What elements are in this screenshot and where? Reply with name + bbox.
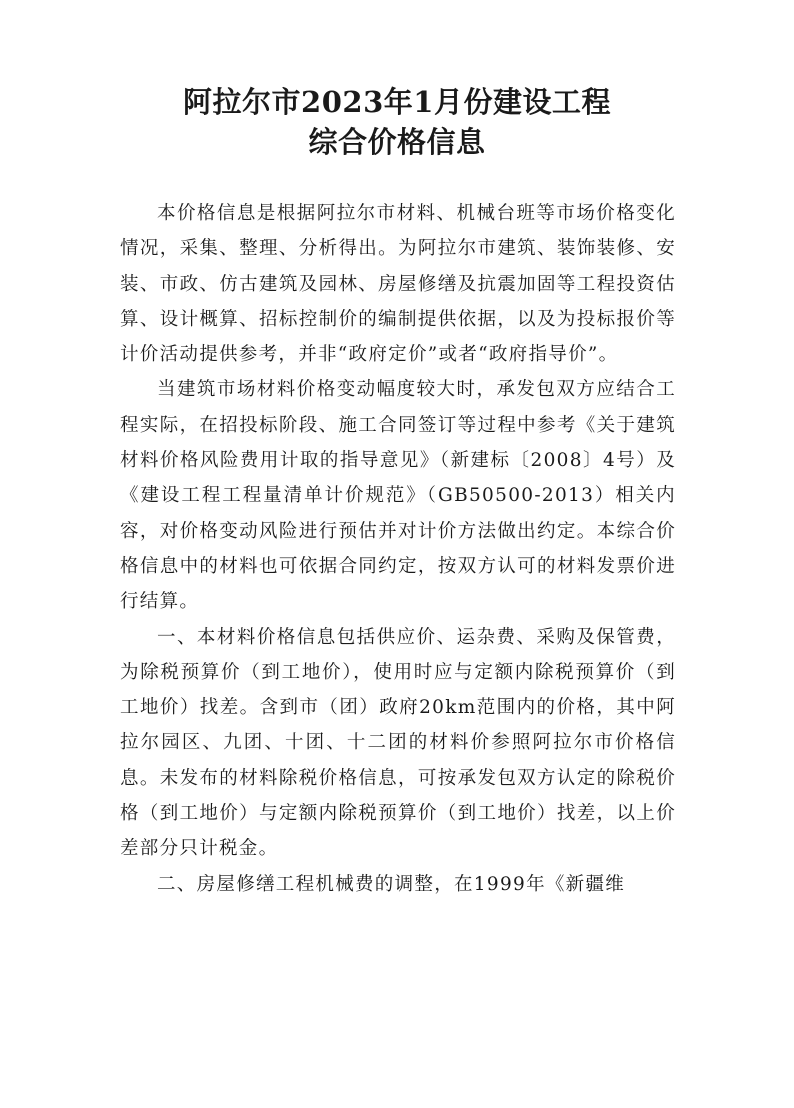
paragraph-item-two: 二、房屋修缮工程机械费的调整，在1999年《新疆维 (157, 873, 626, 895)
paragraph-intro: 本价格信息是根据阿拉尔市材料、机械台班等市场价格变化情况，采集、整理、分析得出。为阿拉尔市建筑、装饰装修、安装、市政、仿古建筑及园林、房屋修缮及抗震加固等工程投资估算、设计概算、招标控制价的编制提供依据，以及为投标报价等计价活动提供参考，并非“政府定价”或者“政府指导价”。 (120, 203, 676, 366)
document-body (120, 196, 676, 902)
paragraph-item-one: 一、本材料价格信息包括供应价、运杂费、采购及保管费，为除税预算价（到工地价），使用时应与定额内除税预算价（到工地价）找差。含到市（团）政府20km范围内的价格，其中阿拉尔园区、九团、十团、十二团的材料价参照阿拉尔市价格信息。未发布的材料除税价格信息，可按承发包双方认定的除税价格（到工地价）与定额内除税预算价（到工地价）找差，以上价差部分只计税金。 (120, 626, 676, 860)
document-title-line-2: 综合价格信息 (308, 125, 486, 159)
document-title-line-1: 阿拉尔市2023年1月份建设工程 (183, 85, 611, 119)
paragraph-price-risk: 当建筑市场材料价格变动幅度较大时，承发包双方应结合工程实际，在招投标阶段、施工合同签订等过程中参考《关于建筑材料价格风险费用计取的指导意见》（新建标〔2008〕4号）及《建设工程工程量清单计价规范》（GB50500-2013）相关内容，对价格变动风险进行预估并对计价方法做出约定。本综合价格信息中的材料也可依据合同约定，按双方认可的材料发票价进行结算。 (120, 379, 676, 613)
